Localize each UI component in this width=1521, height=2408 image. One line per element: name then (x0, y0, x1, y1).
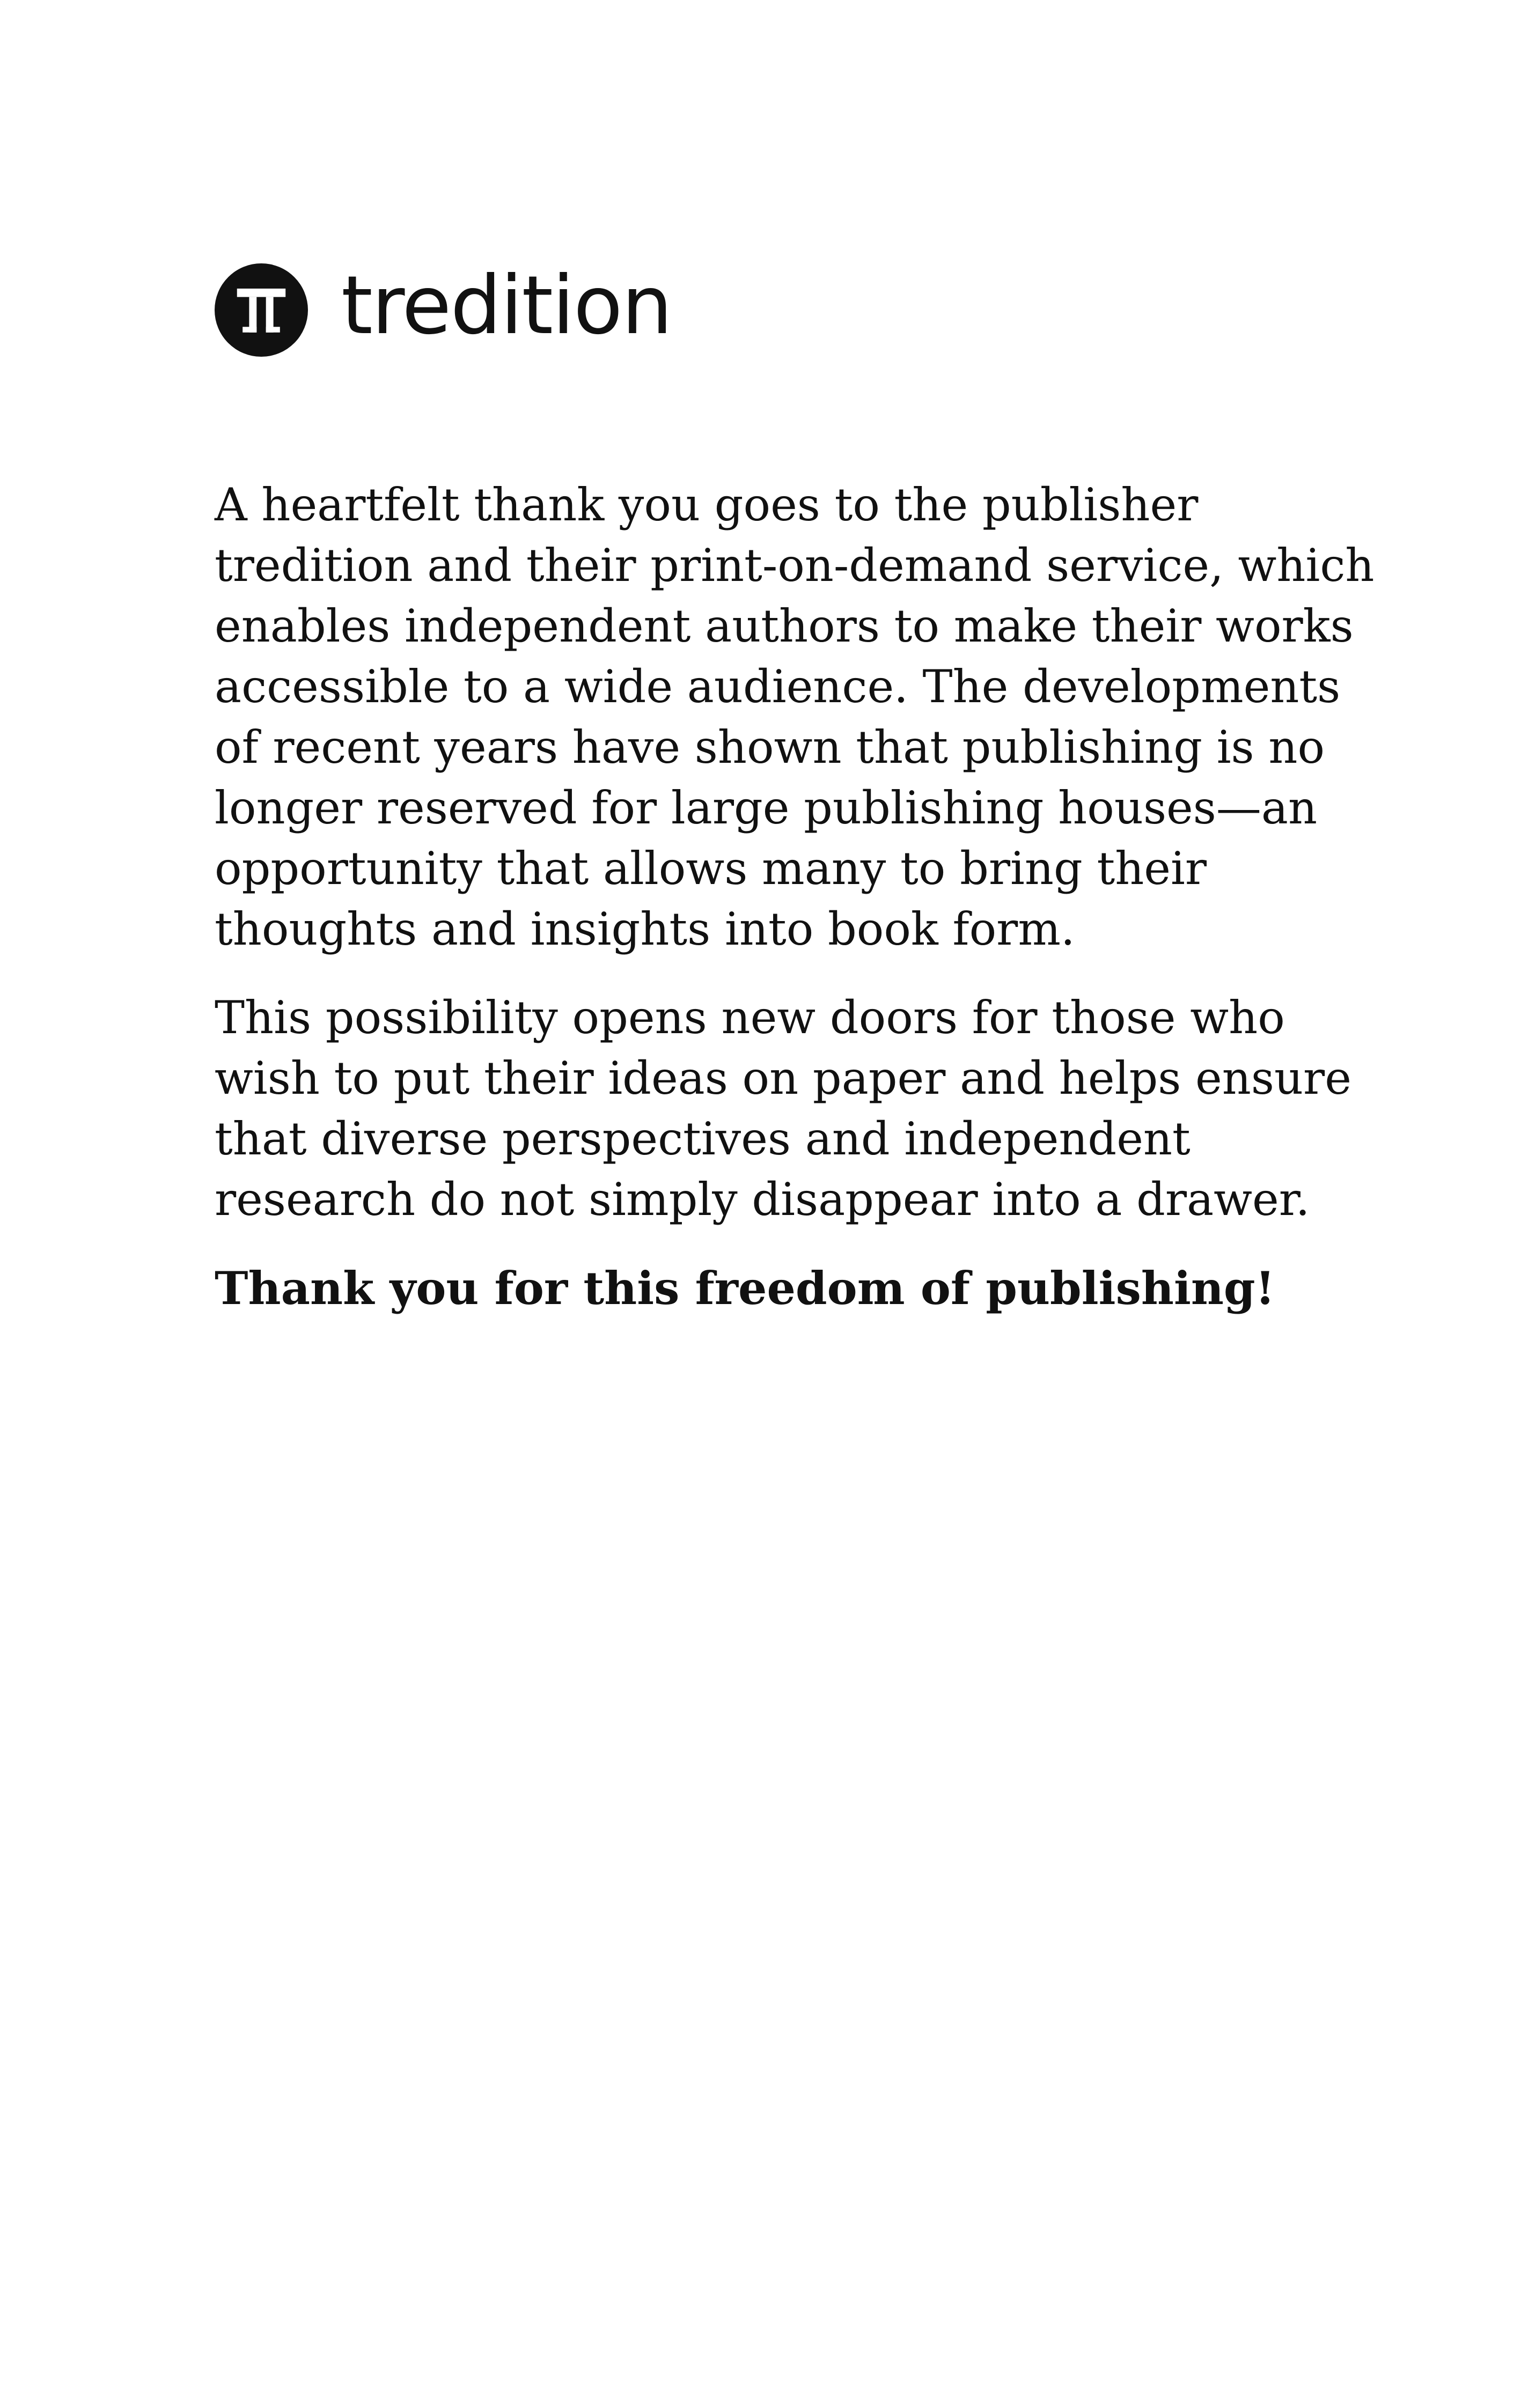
paragraph-2 (215, 988, 1351, 1230)
text-line: accessible to a wide audience. The developments (215, 660, 1341, 713)
text-line: thoughts and insights into book form. (215, 903, 1075, 955)
text-line: opportunity that allows many to bring their (215, 842, 1207, 895)
text-line: of recent years have shown that publishing is no (215, 721, 1325, 774)
publisher-logo (215, 259, 672, 358)
logo-wordmark: tredition (341, 259, 672, 352)
text-line: research do not simply disappear into a drawer. (215, 1173, 1310, 1226)
text-line: This possibility opens new doors for those who (215, 991, 1285, 1044)
text-line: enables independent authors to make their works (215, 600, 1354, 652)
text-line: that diverse perspectives and independent (215, 1113, 1191, 1165)
text-line: longer reserved for large publishing houses—an (215, 782, 1318, 834)
paragraph-1 (215, 475, 1375, 960)
text-line: tredition and their print-on-demand service, which (215, 539, 1375, 592)
text-line: wish to put their ideas on paper and helps ensure (215, 1052, 1351, 1104)
tredition-logo-icon (215, 263, 308, 357)
text-line: A heartfelt thank you goes to the publisher (215, 478, 1199, 531)
closing-statement: Thank you for this freedom of publishing! (215, 1262, 1275, 1315)
acknowledgement-text (215, 475, 1375, 1319)
